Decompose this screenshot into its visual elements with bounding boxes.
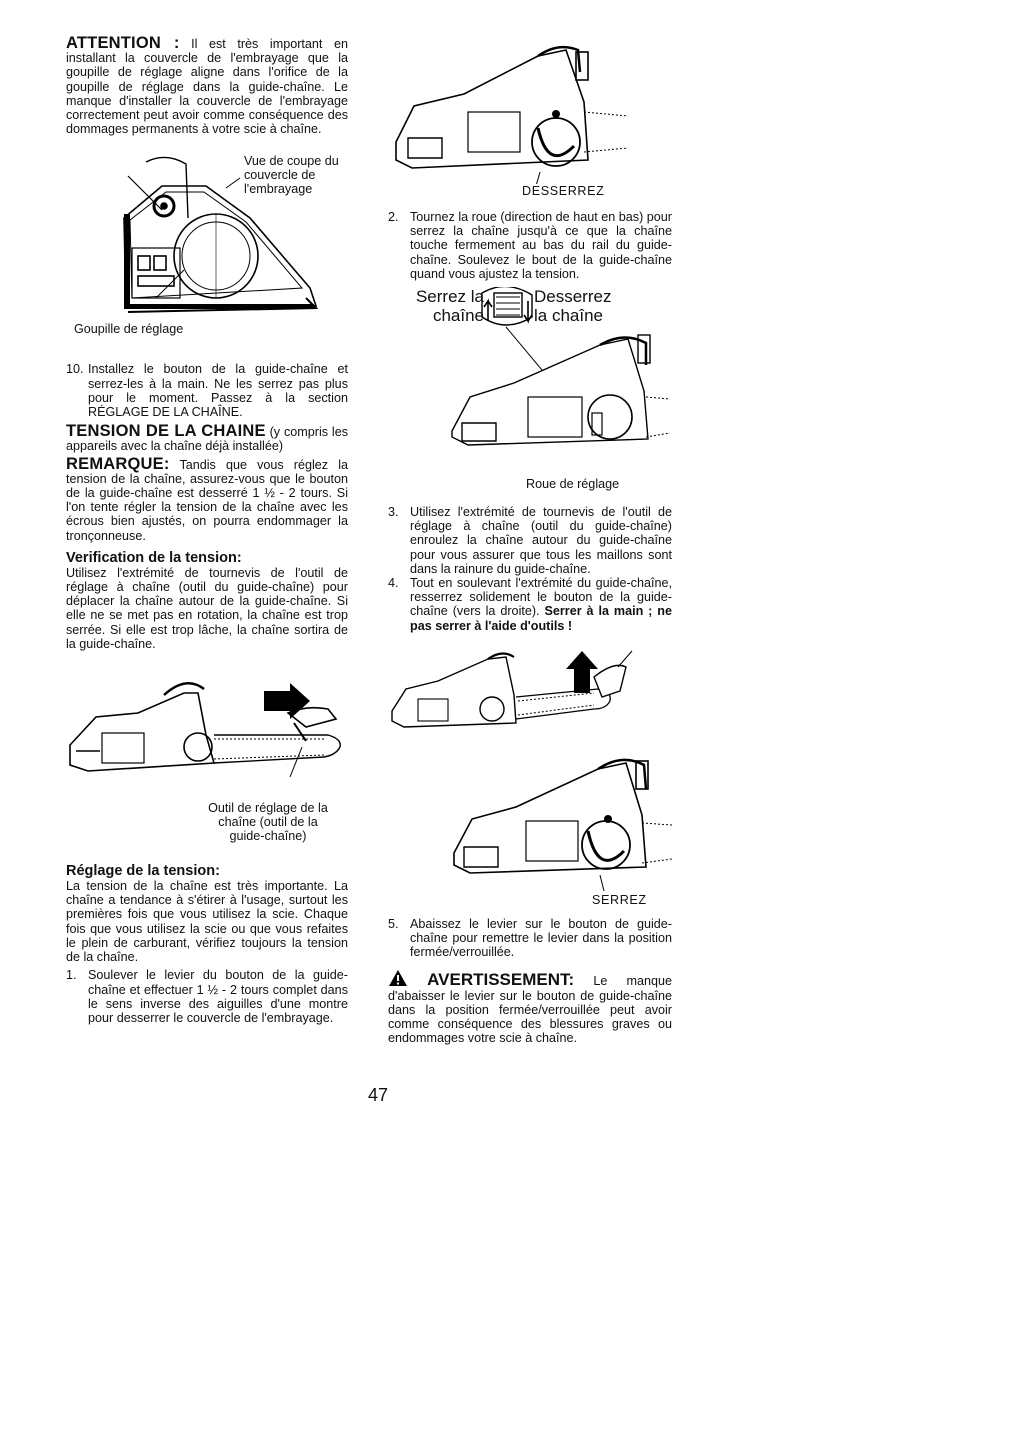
step-5-text: Abaissez le levier sur le bouton de guide-chaîne pour remettre le levier dans la position fermée/verrouillée. — [410, 916, 672, 960]
warning-triangle-icon — [388, 969, 408, 987]
step-4-number: 4. — [388, 576, 399, 591]
verification-text: Utilisez l'extrémité de tournevis de l'outil de réglage à chaîne (outil du guide-chaîne) pour déplacer la chaîne autour de la guide-chaîne. Si elle ne se met pas en rotation, la chaîne est trop serrée. Si elle est trop lâche, la chaîne sortira de la guide-chaîne. — [66, 565, 348, 651]
tension-title-note: (y compris les appareils avec la chaîne déjà installée) — [66, 425, 349, 454]
step-3-text: Utilisez l'extrémité de tournevis de l'outil de réglage à chaîne (outil du guide-chaîne) enroulez la chaîne autour du guide-chaîne pour vous assurer que tous les maillons sont dans la rainure du guide-chaîne. — [410, 505, 672, 576]
step-1-text: Soulever le levier du bouton de la guide-chaîne et effectuer 1 ½ - 2 tours complet dans le sens inverse des aiguilles d'une montre pour desserrer le couvercle de l'embrayage. — [88, 968, 348, 1025]
tighten-figure — [388, 749, 672, 909]
attention-paragraph — [66, 36, 348, 136]
step-1-number: 1. — [66, 968, 77, 983]
step-2 — [388, 210, 672, 281]
loosen-figure — [388, 42, 672, 202]
step-4 — [388, 576, 672, 633]
left-column — [66, 36, 348, 1025]
step-4-bold-warning: Serrer à la main ; ne pas serrer à l'aide d'outils ! — [410, 604, 672, 633]
reglage-title: Réglage de la tension: — [66, 863, 220, 880]
warning-text: Le manque d'abaisser le levier sur le bouton de guide-chaîne dans la position fermée/verrouillée peut avoir comme conséquence des blessures graves ou endommages votre scie à chaîne. — [388, 974, 672, 1046]
step-3 — [388, 505, 672, 576]
loosen-label-line-1: Desserrez — [534, 287, 612, 307]
tighten-caption: SERREZ — [592, 892, 647, 907]
adjusting-pin-caption: Goupille de réglage — [74, 322, 184, 337]
warning-paragraph — [388, 969, 672, 1045]
remarque-paragraph — [66, 454, 348, 543]
verification-title: Verification de la tension: — [66, 549, 242, 566]
adjusting-tool-figure — [66, 675, 348, 855]
tighten-label-line-2: chaîne — [432, 306, 484, 326]
tension-title: TENSION DE LA CHAINE — [66, 422, 266, 441]
cutaway-callout: Vue de coupe du couvercle de l'embrayage — [244, 154, 339, 197]
chainsaw-tighten-illustration — [388, 749, 672, 895]
step-10-number: 10. — [66, 362, 84, 377]
adjusting-wheel-figure — [388, 287, 672, 493]
tension-heading — [66, 424, 348, 453]
tighten-label-line-1: Serrez la — [415, 287, 484, 307]
step-3-number: 3. — [388, 505, 399, 520]
chainsaw-lift-illustration — [388, 647, 672, 739]
adjusting-tool-caption — [198, 801, 338, 844]
step-1 — [66, 968, 348, 1025]
lift-bar-figure — [388, 647, 672, 739]
tighten-label — [394, 287, 484, 325]
right-column — [388, 42, 672, 1045]
loosen-label-line-2: la chaîne — [534, 306, 603, 326]
reglage-text: La tension de la chaîne est très importante. La chaîne a tendance à s'étirer à l'usage, surtout les premières fois que vous utilisez la scie. Chaque fois que vous utilisez la scie ou que vous refaites le plein de carburant, vérifiez toujours la tension de la chaîne. — [66, 879, 348, 965]
remarque-label: REMARQUE: — [66, 454, 170, 473]
adjusting-tool-caption-line-3: guide-chaîne) — [229, 829, 307, 844]
warning-label: AVERTISSEMENT: — [427, 970, 575, 990]
page-number: 47 — [368, 1085, 389, 1105]
adjusting-tool-caption-line-1: Outil de réglage de la — [208, 801, 328, 816]
adjusting-tool-caption-line-2: chaîne (outil de la — [218, 815, 318, 830]
loosen-caption: DESSERREZ — [522, 184, 605, 198]
step-2-text: Tournez la roue (direction de haut en bas) pour serrez la chaîne jusqu'à ce que la chaîne touche fermement au bas du rail du guide-chaîne. Soulevez le bout de la guide-chaîne quand vous ajustez la tension. — [410, 210, 672, 281]
chainsaw-loosen-illustration — [388, 42, 672, 184]
clutch-cover-figure — [66, 148, 348, 336]
chainsaw-tool-illustration — [66, 675, 348, 795]
step-5-number: 5. — [388, 916, 399, 931]
step-10-text: Installez le bouton de la guide-chaîne et serrez-les à la main. Ne les serrez pas plus pour le moment. Passez à la section RÉGLAGE DE LA CHAÎNE. — [88, 362, 348, 420]
step-5 — [388, 917, 672, 960]
step-4-text: Tout en soulevant l'extrémité du guide-chaîne, resserrez solidement le bouton de la guide-chaîne (vers la droite). — [410, 576, 672, 619]
step-4-body — [410, 576, 672, 633]
loosen-label — [534, 287, 611, 325]
adjusting-wheel-caption: Roue de réglage — [526, 477, 620, 492]
attention-text: Il est très important en installant la couvercle de l'embrayage que la goupille de réglage aligne dans l'orifice de la goupille de réglage dans la guide-chaîne. Le manque d'installer la couvercle de l'embrayage correctement peut avoir comme conséquence des dommages permanents à votre scie à chaîne. — [66, 37, 349, 137]
attention-label: ATTENTION : — [66, 34, 180, 52]
step-10 — [66, 362, 348, 419]
step-2-number: 2. — [388, 210, 399, 224]
remarque-text: Tandis que vous réglez la tension de la chaîne, assurez-vous que le bouton de la guide-chaîne est desserré 1 ½ - 2 tours. Si l'on tente régler la tension de la chaîne avec les écrous bien ajustés, on pourra endommager la tronçonneuse. — [66, 457, 348, 543]
